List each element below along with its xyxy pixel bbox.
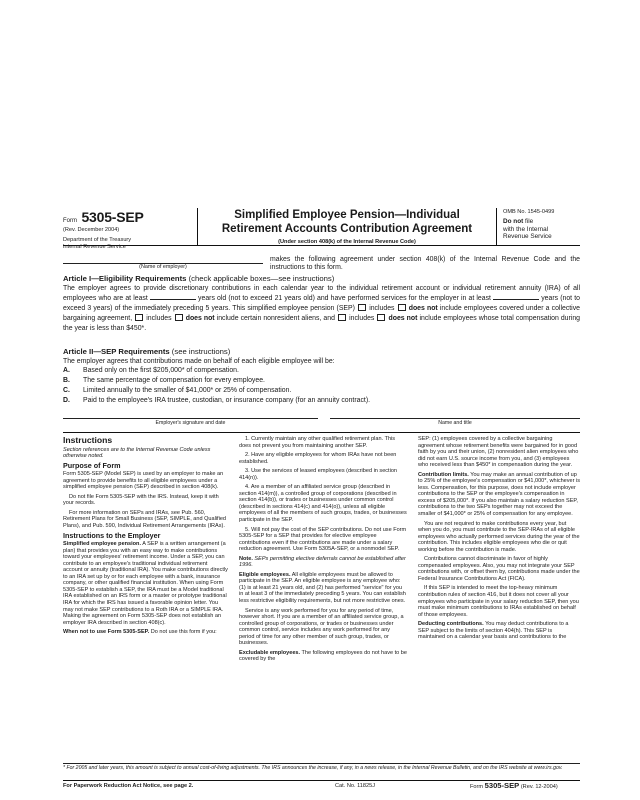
requirement-letter: B. [63,377,70,385]
article-2-heading [63,347,580,357]
includes-bargaining-checkbox[interactable] [358,304,366,311]
form-number: 5305-SEP [81,209,144,225]
form-title-line-2: Retirement Accounts Contribution Agreement [221,223,473,235]
min-service-years-field[interactable] [493,293,539,300]
footer-form-id [470,781,558,790]
dept-line-1: Department of the Treasury [63,237,132,243]
footnote: * For 2005 and later years, this amount is subject to annual cost-of-living adjustments. The IRS announces the increase, if any, in a news release, in the Internal Revenue Bulletin, and on the IRS website at www.irs.gov. [63,765,563,771]
agreement-intro: makes the following agreement under section 408(k) of the Internal Revenue Code and the instructions to this form. [270,256,580,272]
do-not-bold: Do not [503,218,524,225]
section-references-note: Section references are to the Internal Revenue Code unless otherwise noted. [63,446,211,460]
nondiscrimination: Contributions cannot discriminate in favor of highly compensated employees. Also, you may not integrate your SEP contributions with, or offset them by, contributions made under the Federal Insurance Contributions Act (FICA). [418,556,580,582]
note-text: SEPs permitting elective deferrals cannot be established after 1996. [239,555,406,569]
requirement-text: Based only on the first $205,000* of compensation. [83,367,239,375]
instructions-column-3 [418,436,580,644]
note-lead: Note. [239,555,253,562]
excludable-employees [239,650,407,663]
excludes-low-comp-checkbox[interactable] [377,314,385,321]
employer-signature-caption: Employer's signature and date [155,420,226,426]
when-not-to-use-text: Do not use this form if you: [149,629,217,636]
includes-label-3: includes [349,314,375,322]
sep-definition-lead: Simplified employee pension. [63,541,141,548]
deducting-contributions [418,621,580,641]
sep-definition [63,541,228,626]
requirement-text: Paid to the employee's IRA trustee, custodian, or insurance company (for an annuity contract). [83,396,371,404]
restriction-4: 4. Are a member of an affiliated service group (described in section 414(m)), a controlled group of corporations (described in section 414(b)), or trades or businesses under common control (described in sections 414(c) and 414(o)), unless all eligible employees of all the members of such groups, trades, or businesses participate in the SEP. [239,484,407,524]
when-not-to-use [63,629,228,636]
restriction-2: 2. Have any eligible employees for whom IRAs have not been established. [239,452,397,465]
form-title-line-1: Simplified Employee Pension—Individual [234,209,460,221]
article-2-note: (see instructions) [169,347,231,356]
restriction-5: 5. Will not pay the cost of the SEP contributions. Do not use Form 5305-SEP for a SEP that provides for elective employee contributions even if the contributions are made under a salary reduction agreement. Use Form 5305A-SEP, or a nonmodel SEP. [239,526,407,553]
footer-revision: (Rev. 12-2004) [520,784,558,790]
requirement-text: Limited annually to the smaller of $41,000* or 25% of compensation. [83,386,292,394]
excludes-bargaining-checkbox[interactable] [398,304,406,311]
article-1-text-5: include certain nonresident aliens, and [216,314,335,322]
eligible-employees [239,572,407,605]
purpose-text-3: For more information on SEPs and IRAs, see Pub. 560, Retirement Plans for Small Business (SEP, SIMPLE, and Qualified Plans), and Pub. 590, Individual Retirement Arrangements (IRAs). [63,509,226,530]
requirement-item [63,386,580,396]
excludes-aliens-checkbox[interactable] [175,314,183,321]
article-1-text-1: The employer agrees to provide discretionary contributions in each calendar year to the individual retirement account or individual retirement annuity (IRA) of all employees who are at least [63,284,580,303]
contribution-limits [418,472,580,518]
form-word: Form [63,218,77,224]
form-title-block [198,208,496,246]
employer-signature-field[interactable] [63,418,318,426]
article-1-body [63,284,580,334]
article-1-text-2: years old (not to exceed 21 years old) and have performed services for the employer in at least [198,295,491,303]
requirement-letter: C. [63,386,70,394]
omb-number: OMB No. 1545-0499 [503,209,555,215]
omb-block [496,208,580,246]
form-revision: (Rev. December 2004) [63,227,120,233]
contribution-limits-lead: Contribution limits. [418,471,469,478]
requirement-item [63,396,580,406]
sep-definition-text: A SEP is a written arrangement (a plan) that provides you with an easy way to make contributions toward your employees' retirement income. Under a SEP, you can contribute to an employee's traditional individual retirement account or annuity (traditional IRA). You make contributions directly to an IRA set up by or for each employee with a bank, insurance company, or other qualified financial institution. When using Form 5305-SEP to establish a SEP, the IRA must be a Model traditional IRA established on an IRS form or a master or prototype traditional IRA for which the IRS has issued a favorable opinion letter. You may not make SEP contributions to a Roth IRA or a SIMPLE IRA. Making the agreement on Form 5305-SEP does not establish an employer IRA described in section 408(c). [63,541,228,626]
employer-instructions-heading: Instructions to the Employer [63,530,161,540]
employer-name-caption: (Name of employer) [139,264,187,270]
elective-deferral-note [239,556,407,569]
instructions-column-1 [63,436,228,639]
contribution-frequency: You are not required to make contributions every year, but when you do, you must contribute to the SEP-IRAs of all eligible employees who actually performed services during the year of the contribution. This includes eligible employees who die or quit working before the contribution is made. [418,520,580,553]
article-1-text-4: include employees covered under a collective bargaining agreement, [63,305,580,322]
article-1-text-3: years (not to exceed 3 years) of the immediately preceding 5 years. This simplified employee pension (SEP) [63,295,580,313]
instructions-column-2 [239,436,407,666]
restriction-3: 3. Use the services of leased employees (described in section 414(n)). [239,468,398,481]
purpose-heading: Purpose of Form [63,460,121,470]
requirement-item [63,376,580,386]
footnote-divider [63,763,580,764]
article-1-text-6: include employees whose total compensation during the year is less than $450*. [63,314,580,332]
does-not-label-2: does not [185,314,215,322]
article-1-note: (check applicable boxes—see instructions) [186,274,335,283]
restriction-1: 1. Currently maintain any other qualified retirement plan. This does not prevent you from maintaining another SEP. [239,436,396,449]
requirement-letter: A. [63,367,70,375]
dept-line-2: Internal Revenue Service [63,244,126,250]
does-not-label-3: does not [388,314,418,322]
article-2-title: Article II—SEP Requirements [63,347,170,356]
article-2-intro: The employer agrees that contributions made on behalf of each eligible employee will be: [63,357,335,365]
top-heavy-rules: If this SEP is intended to meet the top-heavy minimum contribution rules of section 416, but it does not cover all your employees who participate in your salary reduction SEP, then you must make minimum contributions to IRAs established on behalf of those employees. [418,585,579,618]
do-not-file-note [503,218,580,241]
name-title-caption: Name and title [438,420,472,426]
footer-form-word: Form [470,784,484,790]
do-not-line-3: Revenue Service [503,233,552,241]
deducting-contributions-text: You may deduct contributions to a SEP subject to the limits of section 404(h). This SEP is maintained on a calendar year basis and contributions to the [418,621,569,641]
requirement-text: The same percentage of compensation for every employee. [83,377,265,385]
instructions-divider [63,432,580,433]
catalog-number: Cat. No. 11825J [335,783,376,789]
requirement-item [63,366,580,376]
deducting-contributions-lead: Deducting contributions. [418,621,484,628]
article-1 [63,274,580,333]
requirement-letter: D. [63,396,70,404]
form-subtitle: (Under section 408(k) of the Internal Revenue Code) [278,239,416,245]
service-definition: Service is any work performed for you for any period of time, however short. If you are a member of an affiliated service group, a controlled group of corporations, or trades or businesses under common control, service includes any work performed for any period of time for any other member of such group, trades, or businesses. [239,607,404,647]
paperwork-notice [63,783,193,789]
article-1-heading [63,274,580,284]
footer-form-number: 5305-SEP [484,781,520,790]
purpose-text-1: Form 5305-SEP (Model SEP) is used by an employer to make an agreement to provide benefits to all eligible employees under a simplified employee pension (SEP) described in section 408(k). [63,471,224,491]
instructions-heading: Instructions [63,435,113,445]
name-title-field[interactable] [330,418,580,426]
article-2 [63,347,580,405]
eligible-employees-lead: Eligible employees. [239,571,291,578]
does-not-label-1: does not [408,305,438,313]
excludable-continued: SEP: (1) employees covered by a collective bargaining agreement whose retirement benefits were bargained for in good faith by you and their union, (2) nonresident alien employees who did not earn U.S. source income from you, and (3) employees who received less than $450* in compensation during the year. [418,436,579,469]
purpose-text-2: Do not file Form 5305-SEP with the IRS. Instead, keep it with your records. [63,493,219,507]
do-not-line-2: with the Internal [503,225,549,233]
includes-low-comp-checkbox[interactable] [338,314,346,321]
contribution-limits-text: You may make an annual contribution of up to 25% of the employee's compensation or $41,000*, whichever is less. Compensation, for this purpose, does not include employer contributions to the SEP or the employee's compensation in excess of $205,000*. If you also maintain a salary reduction SEP, contributions to the two SEPs together may not exceed the smaller of $41,000* or 25% of compensation for any employee. [418,471,581,518]
form-id-block [63,208,198,250]
includes-label-2: includes [146,314,172,322]
article-1-title: Article I—Eligibility Requirements [63,274,187,283]
when-not-to-use-lead: When not to use Form 5305-SEP. [63,629,150,636]
min-age-field[interactable] [150,293,196,300]
includes-aliens-checkbox[interactable] [135,314,143,321]
form-header [63,208,580,250]
do-not-rest: file [523,218,534,225]
excludable-employees-text: The following employees do not have to be covered by the [239,649,407,663]
paperwork-notice-text: For Paperwork Reduction Act Notice, see page 2. [63,783,194,789]
includes-label-1: includes [369,305,395,313]
excludable-employees-lead: Excludable employees. [239,649,301,656]
eligible-employees-text: All eligible employees must be allowed to participate in the SEP. An eligible employee is any employee who: (1) is at least 21 years old, and (2) has performed "service" for you in at least 3 of the immediately preceding 5 years. You can establish less restrictive eligibility requirements, but not more restrictive ones. [239,571,406,605]
